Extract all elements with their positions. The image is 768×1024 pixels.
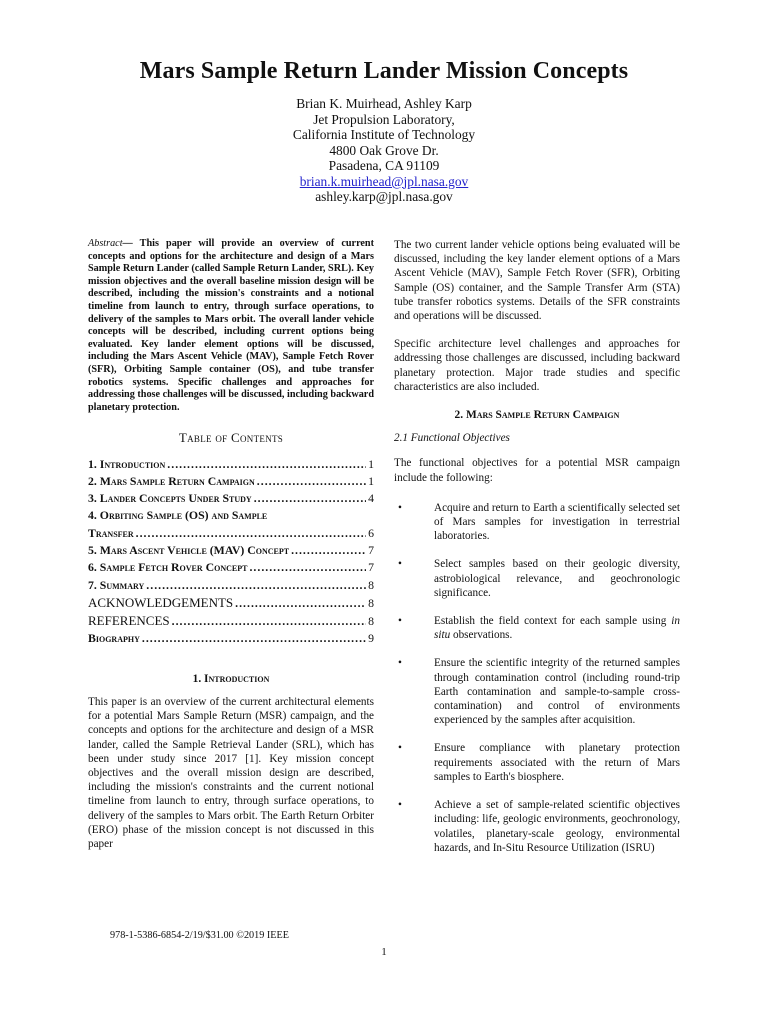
toc-entry-acknowledgements[interactable]	[88, 594, 374, 612]
toc-entry-page: 8	[368, 614, 374, 629]
toc-heading: Table of Contents	[178, 430, 284, 446]
toc-entry-page: 7	[368, 560, 374, 575]
toc-entry-label: ACKNOWLEDGEMENTS	[88, 594, 234, 610]
toc-entry-page: 4	[368, 491, 374, 506]
toc-entry-introduction[interactable]	[88, 456, 374, 473]
toc-entry-summary[interactable]	[88, 577, 374, 594]
toc-entry-references[interactable]	[88, 612, 374, 630]
toc-entry-page: 1	[368, 473, 374, 488]
objectives-list	[394, 501, 680, 855]
toc-entry-page: 8	[368, 595, 374, 610]
toc-entry-label: Transfer	[88, 525, 134, 540]
list-item	[394, 741, 680, 784]
paper-title: Mars Sample Return Lander Mission Concepts	[139, 58, 629, 84]
bullet-icon: •	[398, 657, 402, 670]
abstract-dash: —	[122, 238, 140, 249]
toc-entry-page: 9	[368, 631, 374, 646]
bullet-icon: •	[398, 615, 402, 628]
list-item-text: Select samples based on their geologic diversity, astrobiological relevance, and geochronologic significance.	[434, 558, 680, 599]
list-item	[394, 798, 680, 855]
section-heading-introduction: 1. Introduction	[192, 672, 270, 685]
toc-entry-label: 4. Orbiting Sample (OS) and Sample	[88, 508, 268, 523]
author-names: Brian K. Muirhead, Ashley Karp	[296, 96, 472, 111]
right-column	[394, 238, 680, 869]
abstract	[88, 238, 374, 414]
author-email-link[interactable]: brian.k.muirhead@jpl.nasa.gov	[299, 173, 469, 189]
toc-entry-label: 6. Sample Fetch Rover Concept	[88, 560, 248, 575]
toc-entry-campaign[interactable]	[88, 473, 374, 490]
author-org: Jet Propulsion Laboratory,	[313, 111, 455, 127]
toc-entry-label: Biography	[88, 631, 140, 646]
list-item-text: Achieve a set of sample-related scientific objectives including: life, geologic environments, geochronology, volatiles, planetary-scale geology, environmental hazards, and In-Situ Resource Utilization (ISRU)	[434, 799, 680, 854]
author-institute: California Institute of Technology	[292, 127, 476, 142]
toc-entry-page: 8	[368, 577, 374, 592]
bullet-icon: •	[398, 799, 402, 812]
section-heading-campaign: 2. Mars Sample Return Campaign	[454, 409, 620, 422]
toc-entry-sfr[interactable]	[88, 559, 374, 576]
page-number: 1	[381, 946, 387, 958]
list-item-text: Ensure compliance with planetary protection requirements associated with the return of Mars samples to Earth's biosphere.	[434, 742, 680, 783]
intro-paragraph: This paper is an overview of the current architectural elements for a potential Mars Sample Return (MSR) campaign, and the concepts and options for the architecture and design of a MSR lander, called the Sample Retrieval Lander (SRL), which has been under study since 2017 [1]. Key mission concept objectives and the overall mission design are described, including the mission's constraints and the current notional timeline from launch to entry, through surface operations, to delivery of the samples to Mars orbit. The Earth Return Orbiter (ERO) phase of the mission concept is not discussed in this paper	[88, 695, 374, 851]
toc-entry-label: 3. Lander Concepts Under Study	[88, 491, 252, 506]
list-item-text-suffix: observations.	[450, 629, 513, 642]
toc-entry-label: 5. Mars Ascent Vehicle (MAV) Concept	[88, 543, 290, 557]
toc-entry-orbiting-sample-line1[interactable]	[88, 507, 374, 524]
bullet-icon: •	[398, 501, 402, 514]
author-city: Pasadena, CA 91109	[328, 158, 440, 173]
toc-entry-orbiting-sample[interactable]	[88, 525, 374, 542]
toc-entry-biography[interactable]	[88, 630, 374, 647]
author-email-2: ashley.karp@jpl.nasa.gov	[315, 189, 453, 204]
subsection-heading: 2.1 Functional Objectives	[394, 432, 510, 445]
table-of-contents	[88, 456, 374, 648]
list-item-text: Ensure the scientific integrity of the returned samples through contamination control (including round-trip Earth contamination and sample-to-sample cross-contamination) and control of environments experienced by the samples after acquisition.	[434, 657, 680, 727]
list-item-text-italic: in situ	[434, 615, 680, 642]
abstract-lead: Abstract	[88, 238, 123, 249]
toc-entry-label: 2. Mars Sample Return Campaign	[88, 473, 255, 488]
list-item	[394, 557, 680, 600]
right-paragraph-1: The two current lander vehicle options being evaluated will be discussed, including the key lander element options of a Mars Ascent Vehicle (MAV), Sample Fetch Rover (SFR), Orbiting Sample (OS) container, and the Sample Transfer Arm (STA) tube transfer robotics systems. Details of the SFR constraints and operations will be discussed.	[394, 239, 680, 323]
toc-entry-page: 7	[368, 543, 374, 557]
toc-entry-page: 6	[368, 525, 374, 540]
list-item-text	[434, 615, 680, 641]
toc-entry-page: 1	[368, 456, 374, 471]
bullet-icon: •	[398, 558, 402, 571]
list-item	[394, 614, 680, 642]
copyright-footer: 978-1-5386-6854-2/19/$31.00 ©2019 IEEE	[110, 930, 289, 941]
objectives-intro: The functional objectives for a potential MSR campaign include the following:	[394, 457, 680, 484]
list-item	[394, 656, 680, 727]
list-item	[394, 501, 680, 544]
left-column	[88, 238, 374, 861]
list-item-text: Acquire and return to Earth a scientifically selected set of Mars samples for investigation in terrestrial laboratories.	[434, 501, 680, 543]
toc-entry-label: 1. Introduction	[88, 456, 166, 471]
toc-entry-label: 7. Summary	[88, 577, 145, 592]
list-item-text-prefix: Establish the field context for each sample using	[434, 615, 672, 628]
toc-entry-mav[interactable]	[88, 542, 374, 559]
author-street: 4800 Oak Grove Dr.	[329, 142, 439, 158]
author-block	[0, 96, 768, 205]
toc-entry-label: REFERENCES	[88, 613, 170, 629]
abstract-body: This paper will provide an overview of current concepts and options for the architecture and design of a Mars Sample Return Lander (called Sample Return Lander, SRL). Key mission objectives and the overall baseline mission design will be described, including the mission's constraints and a notional timeline from launch to entry, through surface operations, to delivery of the samples to Mars orbit. The overall lander vehicle concepts will be described, including current options being evaluated. Key lander element options will be discussed, including the Mars Ascent Vehicle (MAV), Sample Fetch Rover (SFR), Orbiting Sample container (OS), and tube transfer robotics systems. Specific challenges and approaches for addressing those challenges will be discussed, including backward planetary protection.	[88, 238, 374, 413]
bullet-icon: •	[398, 742, 402, 755]
right-paragraph-2: Specific architecture level challenges and approaches for addressing those challenges are discussed, including backward planetary protection. Major trade studies and specific characteristics are also included.	[394, 338, 680, 393]
toc-entry-lander-concepts[interactable]	[88, 490, 374, 507]
